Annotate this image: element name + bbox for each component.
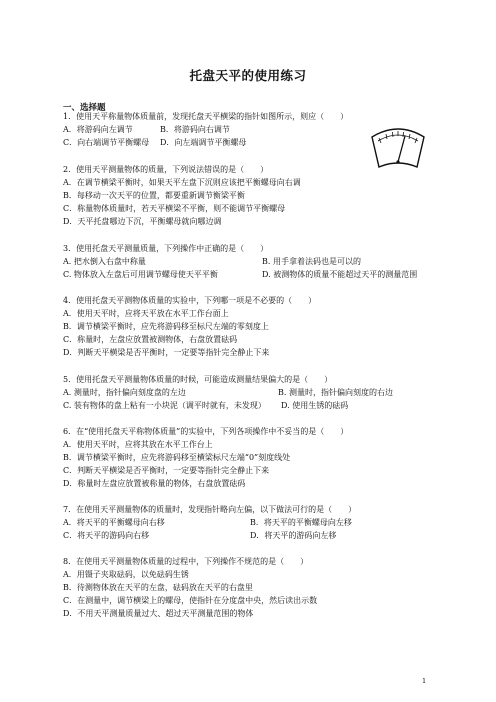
question-8-option-c[interactable]: C．在测量中，调节横梁上的螺母，使指针在分度盘中央，然后读出示数 [63, 596, 318, 605]
question-4-option-d[interactable]: D．判断天平横梁是否平衡时，一定要等指针完全静止下来 [63, 348, 270, 357]
question-6-text: 6．在“使用托盘天平称物体质量”的实验中，下列各项操作中不妥当的是（ ） [63, 427, 349, 436]
question-5-option-b[interactable]: B. 测量时，指针偏向刻度的右边 [278, 388, 393, 397]
question-7-option-b[interactable]: B．将天平的平衡螺母向左移 [250, 518, 352, 527]
question-1-option-c[interactable]: C．向右端调节平衡螺母 [63, 138, 150, 147]
question-1-option-a[interactable]: A．将游码向左调节 [63, 125, 133, 134]
question-7-option-a[interactable]: A．将天平的平衡螺母向右移 [63, 518, 165, 527]
question-3-option-d[interactable]: D. 被测物体的质量不能超过天平的测量范围 [262, 270, 418, 279]
question-1-option-b[interactable]: B．将游码向右调节 [160, 125, 230, 134]
question-3-text: 3．使用托盘天平测量质量，下列操作中正确的是（ ） [63, 244, 269, 253]
question-4-option-c[interactable]: C．称量时，左盘应放置被测物体，右盘放置砝码 [63, 335, 238, 344]
question-2-option-b[interactable]: B．每移动一次天平的位置，都要重新调节衡梁平衡 [63, 191, 245, 200]
question-7-option-c[interactable]: C．将天平的游码向右移 [63, 531, 150, 540]
section-heading: 一、选择题 [63, 103, 106, 113]
question-7-option-d[interactable]: D．将天平的游码向左移 [250, 531, 337, 540]
question-5-text: 5．使用托盘天平测量物体质量的时候，可能造成测量结果偏大的是（ ） [63, 375, 333, 384]
question-3-option-b[interactable]: B. 用手拿着法码也是可以的 [262, 257, 361, 266]
question-8-option-a[interactable]: A．用镊子夹取砝码，以免砝码生锈 [63, 570, 189, 579]
question-4-option-b[interactable]: B．调节横梁平衡时，应先将游码移至标尺左端的零刻度上 [63, 322, 269, 331]
question-8-text: 8．在使用天平测量物体质量的过程中，下列操作不规范的是（ ） [63, 557, 309, 566]
question-2-option-d[interactable]: D．天平托盘哪边下沉，平衡螺母就向哪边调 [63, 217, 222, 226]
question-2-text: 2．使用天平测量物体的质量，下列说法错误的是（ ） [63, 165, 269, 174]
question-8-option-d[interactable]: D．不用天平测量质量过大、超过天平测量范围的物体 [63, 609, 254, 618]
question-1-text: 1．使用天平称量物体质量前，发现托盘天平横梁的指针如图所示，则应（ ） [63, 112, 349, 121]
question-6-option-c[interactable]: C．判断天平横梁是否平衡时，一定要等指针完全静止下来 [63, 466, 270, 475]
page-number: 1 [422, 677, 427, 685]
question-2-option-a[interactable]: A．在调节横梁平衡时，如果天平左盘下沉则应该把平衡螺母向右调 [63, 178, 301, 187]
question-4-option-a[interactable]: A．使用天平时，应将天平放在水平工作台面上 [63, 309, 229, 318]
question-6-option-a[interactable]: A．使用天平时，应将其放在水平工作台上 [63, 440, 213, 449]
question-7-text: 7．在使用天平测量物体的质量时，发现指针略向左偏，以下做法可行的是（ ） [63, 505, 357, 514]
page-title: 托盘天平的使用练习 [189, 68, 307, 83]
question-5-option-a[interactable]: A. 测量时，指针偏向刻度盘的左边 [63, 388, 186, 397]
question-6-option-d[interactable]: D．称量时左盘应放置被称量的物体，右盘放置砝码 [63, 479, 246, 488]
question-5-option-d[interactable]: D. 使用生锈的砝码 [281, 401, 349, 410]
question-4-text: 4．使用托盘天平测物体质量的实验中，下列哪一项是不必要的（ ） [63, 296, 317, 305]
question-1-option-d[interactable]: D．向左端调节平衡螺母 [160, 138, 247, 147]
question-5-option-c[interactable]: C. 装有物体的盘上粘有一小块泥（调平时就有，未发现） [63, 401, 266, 410]
question-3-option-c[interactable]: C. 物体放入左盘后可用调节螺母使天平平衡 [63, 270, 218, 279]
balance-pointer-figure [368, 115, 428, 173]
question-6-option-b[interactable]: B．调节横梁平衡时，应先将游码移至横梁标尺左端“0”刻度线处 [63, 453, 291, 462]
question-3-option-a[interactable]: A. 把水倒入右盘中称量 [63, 257, 146, 266]
balance-pointer-icon [368, 115, 428, 173]
question-2-option-c[interactable]: C．称量物体质量时，若天平横梁不平衡，则不能调节平衡螺母 [63, 204, 286, 213]
question-8-option-b[interactable]: B．待测物体放在天平的左盘，砝码放在天平的右盘里 [63, 583, 253, 592]
